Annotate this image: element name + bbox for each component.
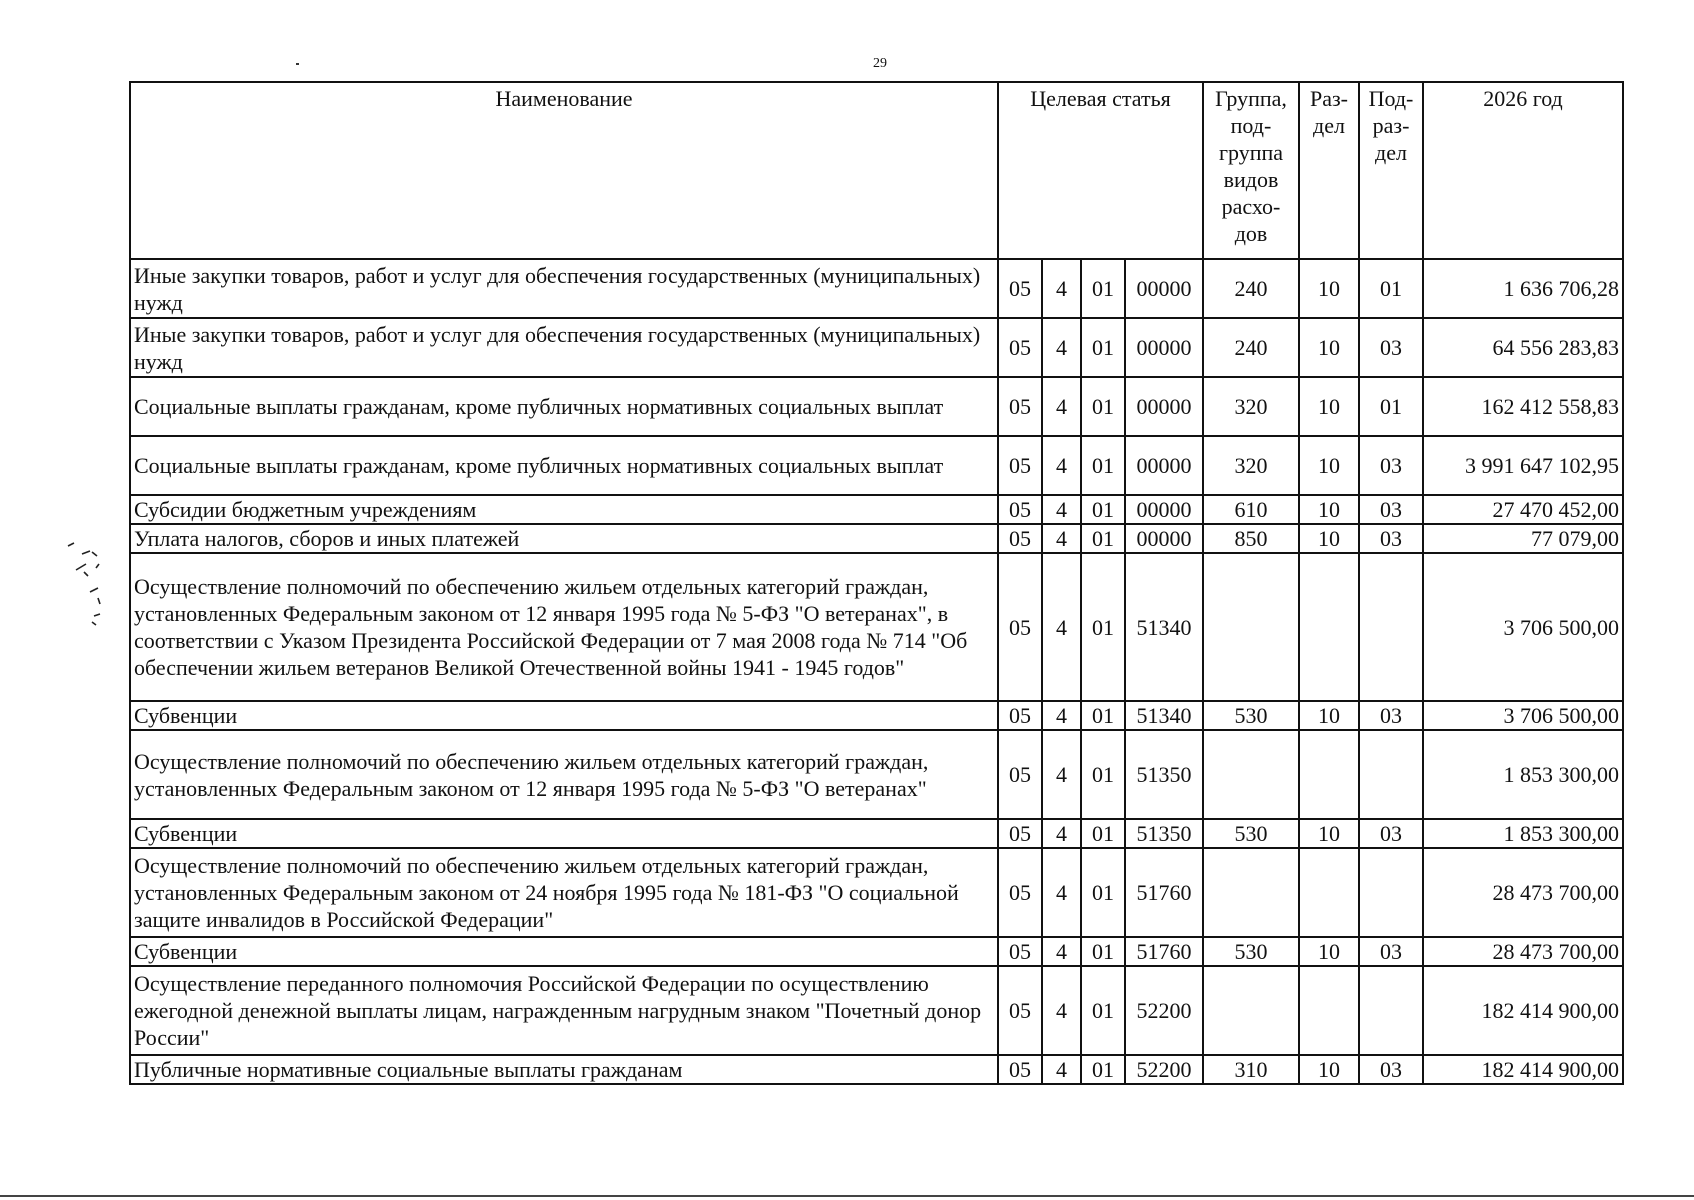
row-amount: 182 414 900,00: [1423, 966, 1623, 1055]
header-subsection: Под-раз-дел: [1359, 82, 1423, 259]
row-group: 310: [1203, 1055, 1299, 1084]
row-target-type: 4: [1042, 848, 1081, 937]
row-section: 10: [1299, 318, 1359, 377]
budget-table: [129, 81, 1624, 1085]
row-target-program: 05: [998, 848, 1042, 937]
row-target-program: 05: [998, 377, 1042, 436]
row-target-subprogram: 01: [1081, 966, 1125, 1055]
row-target-direction: 51350: [1125, 819, 1203, 848]
table-row: [130, 701, 1623, 730]
row-group: 320: [1203, 377, 1299, 436]
row-target-direction: 00000: [1125, 495, 1203, 524]
row-section: 10: [1299, 937, 1359, 966]
row-subsection: 03: [1359, 1055, 1423, 1084]
table-row: [130, 436, 1623, 495]
row-target-program: 05: [998, 259, 1042, 318]
row-target-subprogram: 01: [1081, 701, 1125, 730]
row-amount: 64 556 283,83: [1423, 318, 1623, 377]
row-subsection: 03: [1359, 318, 1423, 377]
row-subsection: 03: [1359, 819, 1423, 848]
row-subsection: [1359, 966, 1423, 1055]
row-target-subprogram: 01: [1081, 436, 1125, 495]
row-target-type: 4: [1042, 819, 1081, 848]
row-section: [1299, 553, 1359, 701]
page-bottom-edge: [0, 1195, 1694, 1197]
row-target-program: 05: [998, 495, 1042, 524]
page-number: 29: [873, 56, 887, 71]
row-section: 10: [1299, 524, 1359, 553]
row-section: 10: [1299, 819, 1359, 848]
row-target-program: 05: [998, 937, 1042, 966]
row-target-type: 4: [1042, 730, 1081, 819]
row-target-direction: 52200: [1125, 966, 1203, 1055]
row-target-type: 4: [1042, 436, 1081, 495]
row-group: 530: [1203, 819, 1299, 848]
row-target-direction: 51340: [1125, 701, 1203, 730]
row-target-type: 4: [1042, 966, 1081, 1055]
row-target-direction: 51760: [1125, 937, 1203, 966]
row-name: Субсидии бюджетным учреждениям: [130, 495, 998, 524]
row-target-direction: 51760: [1125, 848, 1203, 937]
row-target-subprogram: 01: [1081, 819, 1125, 848]
row-section: [1299, 730, 1359, 819]
row-group: [1203, 966, 1299, 1055]
row-subsection: [1359, 848, 1423, 937]
margin-handwritten-marks: [62, 540, 122, 640]
row-name: Социальные выплаты гражданам, кроме публичных нормативных социальных выплат: [130, 436, 998, 495]
row-target-program: 05: [998, 819, 1042, 848]
row-target-subprogram: 01: [1081, 937, 1125, 966]
row-target-type: 4: [1042, 377, 1081, 436]
row-target-subprogram: 01: [1081, 553, 1125, 701]
row-section: 10: [1299, 701, 1359, 730]
row-subsection: 03: [1359, 524, 1423, 553]
row-target-subprogram: 01: [1081, 259, 1125, 318]
row-target-program: 05: [998, 730, 1042, 819]
row-target-subprogram: 01: [1081, 377, 1125, 436]
row-target-program: 05: [998, 966, 1042, 1055]
row-name: Субвенции: [130, 819, 998, 848]
row-name: Субвенции: [130, 937, 998, 966]
row-name: Иные закупки товаров, работ и услуг для обеспечения государственных (муниципальных) нужд: [130, 318, 998, 377]
row-target-type: 4: [1042, 318, 1081, 377]
row-target-program: 05: [998, 1055, 1042, 1084]
row-target-subprogram: 01: [1081, 1055, 1125, 1084]
row-target-program: 05: [998, 436, 1042, 495]
row-group: [1203, 848, 1299, 937]
row-target-subprogram: 01: [1081, 848, 1125, 937]
row-name: Осуществление переданного полномочия Российской Федерации по осуществлению ежегодной денежной выплаты лицам, награжденным нагрудным знаком "Почетный донор России": [130, 966, 998, 1055]
row-name: Уплата налогов, сборов и иных платежей: [130, 524, 998, 553]
row-section: [1299, 966, 1359, 1055]
table-row: [130, 819, 1623, 848]
row-target-direction: 00000: [1125, 436, 1203, 495]
row-target-subprogram: 01: [1081, 524, 1125, 553]
row-amount: 27 470 452,00: [1423, 495, 1623, 524]
row-target-program: 05: [998, 553, 1042, 701]
table-row: [130, 730, 1623, 819]
row-group: 530: [1203, 937, 1299, 966]
row-target-type: 4: [1042, 524, 1081, 553]
row-subsection: 01: [1359, 377, 1423, 436]
row-section: [1299, 848, 1359, 937]
row-target-program: 05: [998, 524, 1042, 553]
row-target-direction: 52200: [1125, 1055, 1203, 1084]
table-row: [130, 495, 1623, 524]
row-amount: 3 706 500,00: [1423, 553, 1623, 701]
row-group: 240: [1203, 259, 1299, 318]
row-name: Иные закупки товаров, работ и услуг для обеспечения государственных (муниципальных) нужд: [130, 259, 998, 318]
row-target-type: 4: [1042, 495, 1081, 524]
row-target-direction: 00000: [1125, 377, 1203, 436]
row-target-direction: 51350: [1125, 730, 1203, 819]
row-target-subprogram: 01: [1081, 318, 1125, 377]
header-target-article: Целевая статья: [998, 82, 1203, 259]
row-amount: 3 991 647 102,95: [1423, 436, 1623, 495]
table-row: [130, 553, 1623, 701]
row-section: 10: [1299, 436, 1359, 495]
row-subsection: [1359, 553, 1423, 701]
row-target-type: 4: [1042, 1055, 1081, 1084]
row-target-type: 4: [1042, 553, 1081, 701]
header-row: [130, 82, 1623, 259]
row-group: 320: [1203, 436, 1299, 495]
row-group: 240: [1203, 318, 1299, 377]
table-row: [130, 318, 1623, 377]
row-name: Публичные нормативные социальные выплаты гражданам: [130, 1055, 998, 1084]
row-amount: 77 079,00: [1423, 524, 1623, 553]
row-target-direction: 00000: [1125, 318, 1203, 377]
row-target-type: 4: [1042, 701, 1081, 730]
row-name: Социальные выплаты гражданам, кроме публичных нормативных социальных выплат: [130, 377, 998, 436]
row-amount: 1 853 300,00: [1423, 730, 1623, 819]
row-group: [1203, 553, 1299, 701]
row-group: 530: [1203, 701, 1299, 730]
row-name: Субвенции: [130, 701, 998, 730]
scan-artifact: [296, 63, 299, 65]
table-row: [130, 937, 1623, 966]
row-section: 10: [1299, 495, 1359, 524]
row-group: [1203, 730, 1299, 819]
row-subsection: 03: [1359, 495, 1423, 524]
row-amount: 28 473 700,00: [1423, 848, 1623, 937]
row-target-type: 4: [1042, 937, 1081, 966]
row-target-type: 4: [1042, 259, 1081, 318]
row-subsection: 03: [1359, 937, 1423, 966]
row-amount: 28 473 700,00: [1423, 937, 1623, 966]
row-group: 850: [1203, 524, 1299, 553]
table-row: [130, 524, 1623, 553]
row-subsection: 03: [1359, 701, 1423, 730]
row-subsection: 01: [1359, 259, 1423, 318]
row-target-subprogram: 01: [1081, 495, 1125, 524]
row-group: 610: [1203, 495, 1299, 524]
row-amount: 3 706 500,00: [1423, 701, 1623, 730]
table-row: [130, 848, 1623, 937]
header-year: 2026 год: [1423, 82, 1623, 259]
row-name: Осуществление полномочий по обеспечению жильем отдельных категорий граждан, установленных Федеральным законом от 12 января 1995 года № 5-ФЗ "О ветеранах", в соответствии с Указом Президента Российской Федерации от 7 мая 2008 года № 714 "Об обеспечении жильем ветеранов Великой Отечественной войны 1941 - 1945 годов": [130, 553, 998, 701]
row-subsection: [1359, 730, 1423, 819]
header-section: Раз-дел: [1299, 82, 1359, 259]
table-row: [130, 377, 1623, 436]
row-section: 10: [1299, 377, 1359, 436]
row-subsection: 03: [1359, 436, 1423, 495]
row-target-program: 05: [998, 318, 1042, 377]
row-amount: 1 853 300,00: [1423, 819, 1623, 848]
row-section: 10: [1299, 1055, 1359, 1084]
row-amount: 1 636 706,28: [1423, 259, 1623, 318]
row-amount: 162 412 558,83: [1423, 377, 1623, 436]
row-target-subprogram: 01: [1081, 730, 1125, 819]
row-target-program: 05: [998, 701, 1042, 730]
table-row: [130, 1055, 1623, 1084]
header-name: Наименование: [130, 82, 998, 259]
table-row: [130, 966, 1623, 1055]
row-name: Осуществление полномочий по обеспечению жильем отдельных категорий граждан, установленных Федеральным законом от 12 января 1995 года № 5-ФЗ "О ветеранах": [130, 730, 998, 819]
row-target-direction: 00000: [1125, 524, 1203, 553]
header-group: Группа, под-группа видов расхо-дов: [1203, 82, 1299, 259]
row-target-direction: 00000: [1125, 259, 1203, 318]
table-row: [130, 259, 1623, 318]
row-section: 10: [1299, 259, 1359, 318]
row-target-direction: 51340: [1125, 553, 1203, 701]
row-name: Осуществление полномочий по обеспечению жильем отдельных категорий граждан, установленных Федеральным законом от 24 ноября 1995 года № 181-ФЗ "О социальной защите инвалидов в Российской Федерации": [130, 848, 998, 937]
row-amount: 182 414 900,00: [1423, 1055, 1623, 1084]
